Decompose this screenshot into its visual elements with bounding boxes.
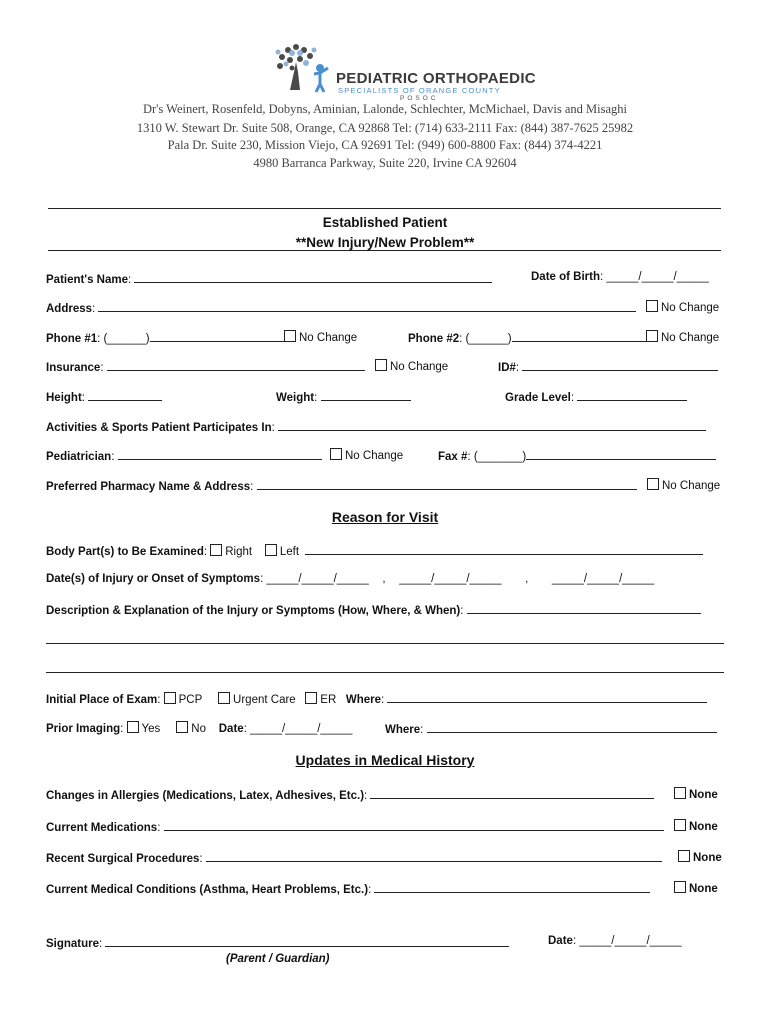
activities-label: Activities & Sports Patient Participates In [46, 422, 272, 434]
body-parts-label: Body Part(s) to Be Examined [46, 546, 204, 558]
prior-imaging-row: Prior Imaging: Yes No Date: _____/_____/_____ [46, 723, 353, 735]
pediatrician-field[interactable] [118, 448, 322, 460]
address-line-1: 1310 W. Stewart Dr. Suite 508, Orange, CA 92868 Tel: (714) 633-2111 Fax: (844) 387-7625 25982 [136, 121, 634, 135]
activities-row: Activities & Sports Patient Participates In: [46, 419, 706, 434]
medications-none-checkbox[interactable] [674, 819, 686, 831]
parent-guardian-note: (Parent / Guardian) [226, 953, 330, 965]
signature-date-row: Date: _____/_____/_____ [548, 935, 682, 947]
phone1-row: Phone #1: (______) [46, 330, 284, 345]
patient-name-label: Patient's Name [46, 274, 128, 286]
tree-logo-icon [270, 42, 330, 102]
insurance-no-change [375, 359, 448, 373]
pharmacy-label: Preferred Pharmacy Name & Address [46, 481, 251, 493]
phone1-no-change-checkbox[interactable] [284, 330, 296, 342]
phone2-area: (______) [465, 333, 512, 345]
phone1-area: (______) [103, 333, 150, 345]
allergies-label: Changes in Allergies (Medications, Latex, Adhesives, Etc.) [46, 790, 365, 802]
surgical-field[interactable] [206, 850, 662, 862]
medications-field[interactable] [164, 819, 664, 831]
injury-dates-label: Date(s) of Injury or Onset of Symptoms [46, 573, 261, 585]
logo-sub-text: SPECIALISTS OF ORANGE COUNTY [338, 86, 501, 95]
reason-heading: Reason for Visit [331, 509, 439, 525]
phone2-no-change [646, 330, 719, 344]
pediatrician-no-change-checkbox[interactable] [330, 448, 342, 460]
urgent-care-label: Urgent Care [233, 694, 296, 706]
imaging-yes-checkbox[interactable] [127, 721, 139, 733]
phone2-label: Phone #2 [408, 333, 460, 345]
patient-name-field[interactable] [134, 271, 492, 283]
right-checkbox[interactable] [210, 544, 222, 556]
grade-field[interactable] [577, 389, 687, 401]
signature-date-label: Date [548, 935, 573, 947]
no-change-label: No Change [662, 480, 721, 492]
where-label: Where [345, 694, 382, 706]
prior-imaging-label: Prior Imaging [46, 723, 121, 735]
comma-2: , [525, 573, 529, 585]
imaging-date-label: Date [218, 723, 244, 735]
address-row: Address: [46, 300, 636, 315]
description-field[interactable] [467, 602, 701, 614]
medications-none [674, 819, 718, 833]
pediatrician-label: Pediatrician [46, 451, 112, 463]
address-no-change-checkbox[interactable] [646, 300, 658, 312]
no-change-label: No Change [345, 450, 404, 462]
address-no-change [646, 300, 719, 314]
fax-field[interactable] [526, 448, 716, 460]
surgical-row: Recent Surgical Procedures: [46, 850, 662, 865]
description-line-2[interactable] [46, 643, 724, 644]
description-line-3[interactable] [46, 672, 724, 673]
injury-date-2[interactable]: _____/_____/_____ [399, 573, 502, 585]
logo-abbr-text: POSOC [400, 95, 439, 102]
no-change-label: No Change [299, 332, 358, 344]
weight-row: Weight: [276, 389, 411, 404]
initial-place-where-field[interactable] [387, 691, 707, 703]
fax-area: (_______) [473, 451, 527, 463]
signature-date-field[interactable]: _____/_____/_____ [579, 935, 682, 947]
no-change-label: No Change [661, 302, 720, 314]
doctors-line: Dr's Weinert, Rosenfeld, Dobyns, Aminian, Lalonde, Schlechter, McMichael, Davis and Misaghi [142, 102, 628, 116]
allergies-field[interactable] [370, 787, 654, 799]
surgical-label: Recent Surgical Procedures [46, 853, 200, 865]
injury-date-3[interactable]: _____/_____/_____ [551, 573, 655, 585]
address-label: Address [46, 303, 93, 315]
title-top-rule [48, 208, 721, 209]
none-label: None [689, 821, 718, 833]
pediatrician-row: Pediatrician: [46, 448, 322, 463]
conditions-field[interactable] [374, 881, 650, 893]
form-title: Established Patient [322, 215, 448, 230]
no-change-label: No Change [390, 361, 449, 373]
urgent-care-checkbox[interactable] [218, 692, 230, 704]
no-change-label: No Change [661, 332, 720, 344]
grade-row: Grade Level: [505, 389, 687, 404]
imaging-no-checkbox[interactable] [176, 721, 188, 733]
conditions-row: Current Medical Conditions (Asthma, Heart Problems, Etc.): [46, 881, 650, 896]
address-field[interactable] [98, 300, 636, 312]
insurance-field[interactable] [107, 359, 365, 371]
none-label: None [693, 852, 722, 864]
dob-label: Date of Birth [531, 271, 600, 283]
pharmacy-no-change [647, 478, 720, 492]
fax-label: Fax # [438, 451, 468, 463]
none-label: None [689, 883, 718, 895]
insurance-no-change-checkbox[interactable] [375, 359, 387, 371]
height-field[interactable] [88, 389, 162, 401]
id-field[interactable] [522, 359, 718, 371]
medications-row: Current Medications: [46, 819, 664, 834]
height-row: Height: [46, 389, 162, 404]
allergies-row: Changes in Allergies (Medications, Latex, Adhesives, Etc.): [46, 787, 654, 802]
dob-row: Date of Birth: _____/_____/_____ [531, 271, 709, 283]
weight-label: Weight [276, 392, 315, 404]
imaging-where-row: Where: [385, 721, 717, 736]
no-label: No [191, 723, 206, 735]
address-line-3: 4980 Barranca Parkway, Suite 220, Irvine CA 92604 [253, 156, 517, 170]
address-line-2: Pala Dr. Suite 230, Mission Viejo, CA 92691 Tel: (949) 600-8800 Fax: (844) 374-4221 [167, 138, 603, 152]
right-label: Right [225, 546, 253, 558]
activities-field[interactable] [278, 419, 706, 431]
phone1-field[interactable] [150, 330, 284, 342]
phone2-row: Phone #2: (______) [408, 330, 646, 345]
signature-row: Signature: [46, 935, 509, 950]
fax-row: Fax #: (_______) [438, 448, 716, 463]
injury-date-1[interactable]: _____/_____/_____ [266, 573, 369, 585]
dob-field[interactable]: _____/_____/_____ [606, 271, 709, 283]
imaging-where-label: Where [385, 724, 421, 736]
initial-place-label: Initial Place of Exam [46, 694, 158, 706]
left-label: Left [279, 546, 300, 558]
yes-label: Yes [141, 723, 161, 735]
phone2-no-change-checkbox[interactable] [646, 330, 658, 342]
pharmacy-field[interactable] [257, 478, 637, 490]
surgical-none-checkbox[interactable] [678, 850, 690, 862]
logo-main-text: PEDIATRIC ORTHOPAEDIC [336, 70, 536, 87]
id-row: ID#: [498, 359, 718, 374]
initial-place-row: Initial Place of Exam: PCP Urgent Care ER Where: [46, 691, 707, 706]
conditions-none [674, 881, 718, 895]
left-checkbox[interactable] [265, 544, 277, 556]
er-checkbox[interactable] [305, 692, 317, 704]
allergies-none [674, 787, 718, 801]
signature-label: Signature [46, 938, 100, 950]
pediatrician-no-change [330, 448, 403, 462]
body-parts-row: Body Part(s) to Be Examined: Right Left [46, 543, 703, 558]
phone1-no-change [284, 330, 357, 344]
body-parts-field[interactable] [305, 543, 703, 555]
pcp-checkbox[interactable] [164, 692, 176, 704]
allergies-none-checkbox[interactable] [674, 787, 686, 799]
insurance-label: Insurance [46, 362, 101, 374]
pharmacy-row: Preferred Pharmacy Name & Address: [46, 478, 637, 493]
medications-label: Current Medications [46, 822, 158, 834]
history-heading: Updates in Medical History [295, 752, 475, 768]
imaging-where-field[interactable] [427, 721, 717, 733]
injury-dates-row: Date(s) of Injury or Onset of Symptoms: _____/_____/_____ , _____/_____/_____ , _____/_____/_____ [46, 573, 655, 585]
form-subtitle: **New Injury/New Problem** [295, 235, 475, 250]
id-label: ID# [498, 362, 516, 374]
logo [270, 42, 536, 102]
imaging-date-field[interactable]: _____/_____/_____ [250, 723, 353, 735]
conditions-none-checkbox[interactable] [674, 881, 686, 893]
weight-field[interactable] [321, 389, 411, 401]
description-row: Description & Explanation of the Injury or Symptoms (How, Where, & When): [46, 602, 701, 617]
surgical-none [678, 850, 722, 864]
er-label: ER [320, 694, 337, 706]
comma-1: , [382, 573, 386, 585]
pharmacy-no-change-checkbox[interactable] [647, 478, 659, 490]
phone1-label: Phone #1 [46, 333, 98, 345]
title-bottom-rule [48, 250, 721, 251]
none-label: None [689, 789, 718, 801]
signature-field[interactable] [105, 935, 509, 947]
conditions-label: Current Medical Conditions (Asthma, Heart Problems, Etc.) [46, 884, 369, 896]
patient-name-row: Patient's Name: [46, 271, 492, 286]
phone2-field[interactable] [512, 330, 646, 342]
description-label: Description & Explanation of the Injury or Symptoms (How, Where, & When) [46, 605, 461, 617]
grade-label: Grade Level [505, 392, 571, 404]
pcp-label: PCP [178, 694, 203, 706]
insurance-row: Insurance: [46, 359, 365, 374]
height-label: Height [46, 392, 82, 404]
